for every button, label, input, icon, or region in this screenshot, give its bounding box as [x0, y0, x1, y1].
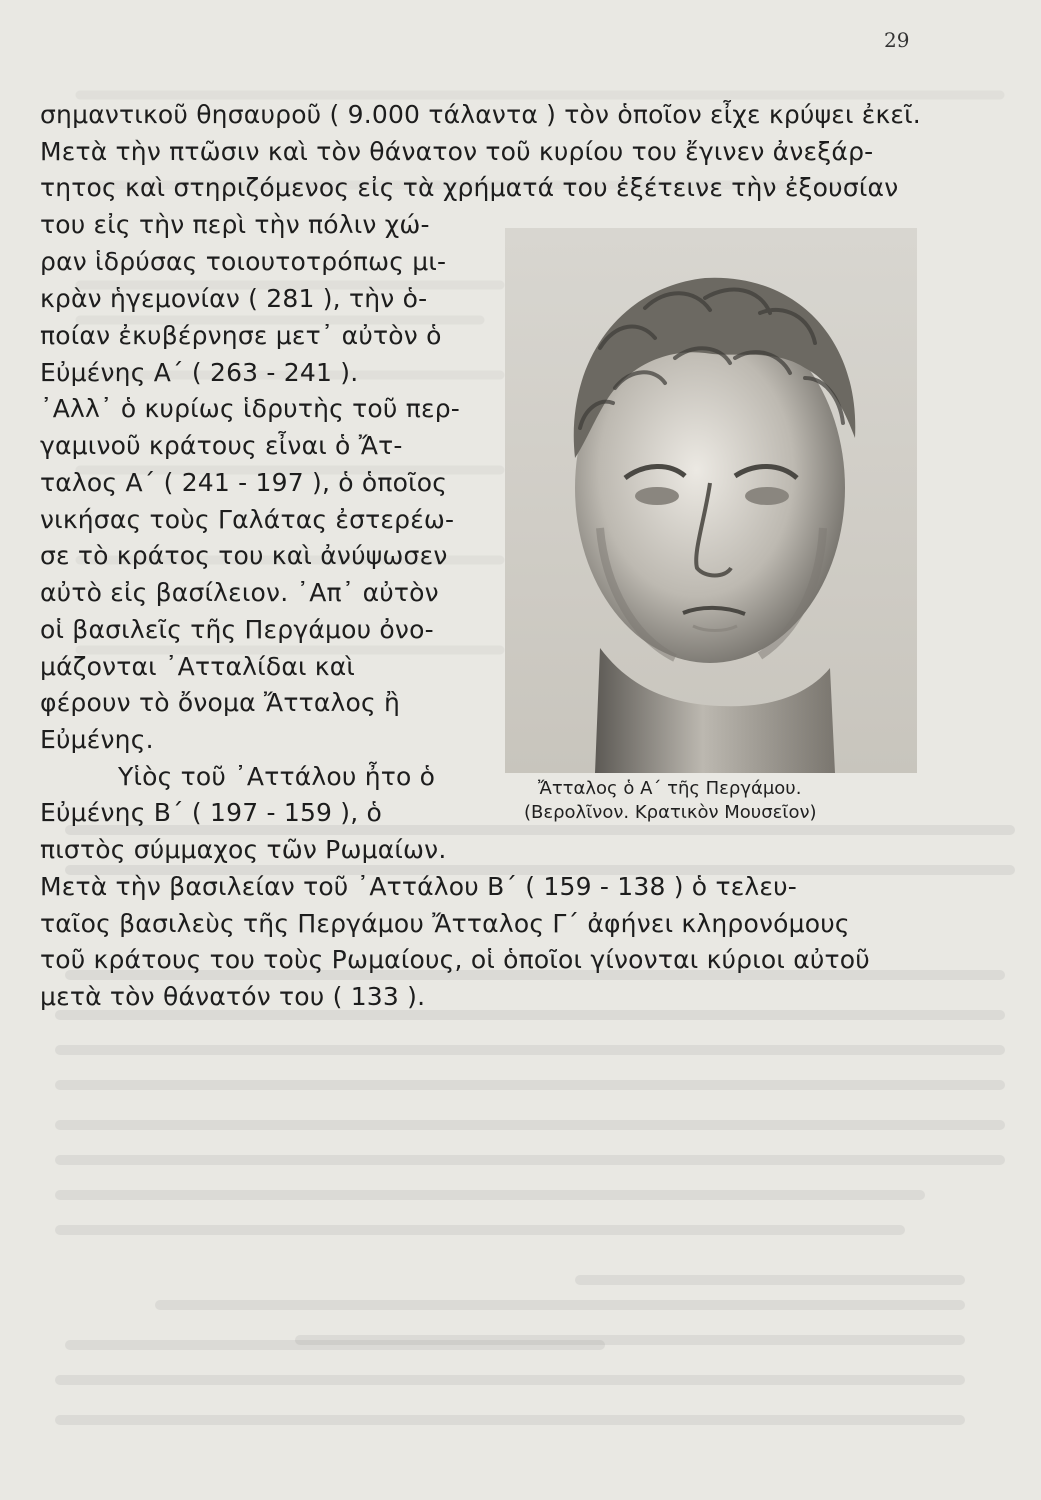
text-line: ραν ἱδρύσας τοιουτοτρόπως μι- [40, 247, 447, 276]
text-line: Μετὰ τὴν πτῶσιν καὶ τὸν θάνατον τοῦ κυρίου του ἔγινεν ἀνεξάρ- [40, 137, 874, 166]
text-line: Υἱὸς τοῦ ᾽Αττάλου ἦτο ὁ [118, 762, 436, 791]
text-line: οἱ βασιλεῖς τῆς Περγάμου ὀνο- [40, 615, 434, 644]
text-line: ᾽Αλλ᾽ ὁ κυρίως ἱδρυτὴς τοῦ περ- [40, 394, 460, 423]
bust-photo [505, 228, 917, 773]
text-line: Εὐμένης. [40, 725, 154, 754]
text-line: γαμινοῦ κράτους εἶναι ὁ Ἄτ- [40, 431, 403, 460]
text-line: Εὐμένης Β΄ ( 197 - 159 ), ὁ [40, 798, 383, 827]
text-line: τοῦ κράτους του τοὺς Ρωμαίους, οἱ ὁποῖοι γίνονται κύριοι αὐτοῦ [40, 945, 870, 974]
text-line: Εὐμένης Α΄ ( 263 - 241 ). [40, 358, 359, 387]
text-line: φέρουν τὸ ὄνομα Ἄτταλος ἢ [40, 688, 401, 717]
figure-caption-source: (Βερολῖνον. Κρατικὸν Μουσεῖον) [524, 802, 817, 823]
text-line: νικήσας τοὺς Γαλάτας ἐστερέω- [40, 505, 455, 534]
text-line: μάζονται ᾽Ατταλίδαι καὶ [40, 652, 356, 681]
text-line: τητος καὶ στηριζόμενος εἰς τὰ χρήματά του ἐξέτεινε τὴν ἐξουσίαν [40, 173, 899, 202]
text-line: αὐτὸ εἰς βασίλειον. ᾽Απ᾽ αὐτὸν [40, 578, 439, 607]
text-line: του εἰς τὴν περὶ τὴν πόλιν χώ- [40, 210, 430, 239]
text-line: ποίαν ἐκυβέρνησε μετ᾽ αὐτὸν ὁ [40, 321, 442, 350]
text-line: ταλος Α΄ ( 241 - 197 ), ὁ ὁποῖος [40, 468, 448, 497]
figure-caption-title: Ἄτταλος ὁ Α΄ τῆς Περγάμου. [538, 778, 802, 799]
bust-illustration [505, 228, 917, 773]
text-line: σε τὸ κράτος του καὶ ἀνύψωσεν [40, 541, 448, 570]
text-line: ταῖος βασιλεὺς τῆς Περγάμου Ἄτταλος Γ΄ ἀφήνει κληρονόμους [40, 909, 850, 938]
text-line: κρὰν ἡγεμονίαν ( 281 ), τὴν ὁ- [40, 284, 428, 313]
text-line: σημαντικοῦ θησαυροῦ ( 9.000 τάλαντα ) τὸν ὁποῖον εἶχε κρύψει ἐκεῖ. [40, 100, 921, 129]
page-number: 29 [884, 28, 910, 52]
text-line: Μετὰ τὴν βασιλείαν τοῦ ᾽Αττάλου Β΄ ( 159 - 138 ) ὁ τελευ- [40, 872, 798, 901]
text-line: μετὰ τὸν θάνατόν του ( 133 ). [40, 982, 426, 1011]
text-line: πιστὸς σύμμαχος τῶν Ρωμαίων. [40, 835, 447, 864]
